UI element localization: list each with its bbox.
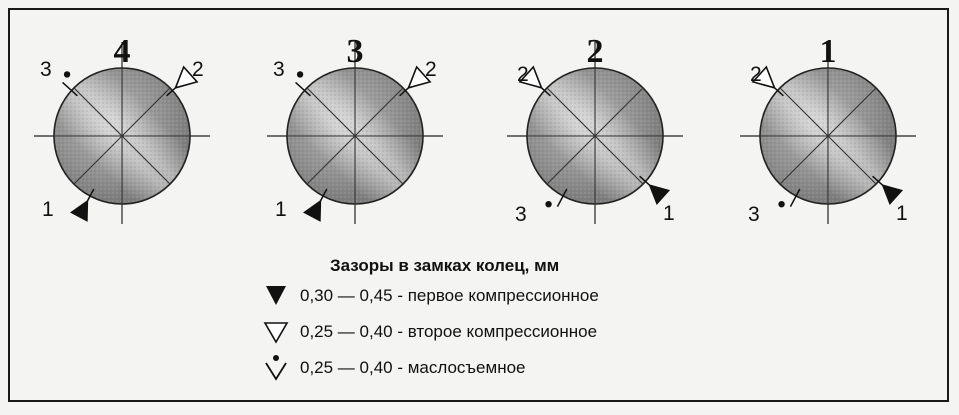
piston-1 [740,33,916,226]
ring-label: 2 [750,63,762,86]
first-compression-marker [303,200,321,222]
oil-ring-marker [64,71,70,77]
piston-3 [267,33,443,224]
legend-item-text: 0,25 — 0,40 - маслосъемное [300,358,526,377]
ring-label: 2 [517,63,529,86]
piston-number: 2 [586,33,604,70]
legend-item-text: 0,30 — 0,45 - первое компрессионное [300,286,599,305]
piston-2 [507,33,683,226]
legend-title: Зазоры в замках колец, мм [330,256,560,275]
piston-number: 1 [819,33,837,70]
legend-item-first-compression [256,278,816,314]
legend-item-oil-ring [256,350,816,386]
diagram-frame [8,8,949,402]
legend-item-text: 0,25 — 0,40 - второе компрессионное [300,322,598,341]
filled-triangle-icon [256,281,296,311]
piston-number: 4 [113,33,131,70]
oil-ring-marker [297,71,303,77]
ring-label: 3 [748,203,760,226]
oil-ring-marker [545,201,551,207]
ring-label: 3 [273,58,285,81]
triangle-dot-icon [256,353,296,383]
legend-item-second-compression [256,314,816,350]
pistons-layer [34,33,916,226]
outline-triangle-icon [256,317,296,347]
ring-label: 3 [515,203,527,226]
piston-4 [34,33,210,224]
ring-label: 1 [42,198,54,221]
ring-label: 2 [192,58,204,81]
ring-label: 3 [40,58,52,81]
ring-label: 1 [896,202,908,225]
ring-label: 1 [663,202,675,225]
legend [256,254,816,386]
oil-ring-marker [778,201,784,207]
piston-number: 3 [346,33,364,70]
ring-label: 2 [425,58,437,81]
ring-label: 1 [275,198,287,221]
first-compression-marker [70,200,88,222]
